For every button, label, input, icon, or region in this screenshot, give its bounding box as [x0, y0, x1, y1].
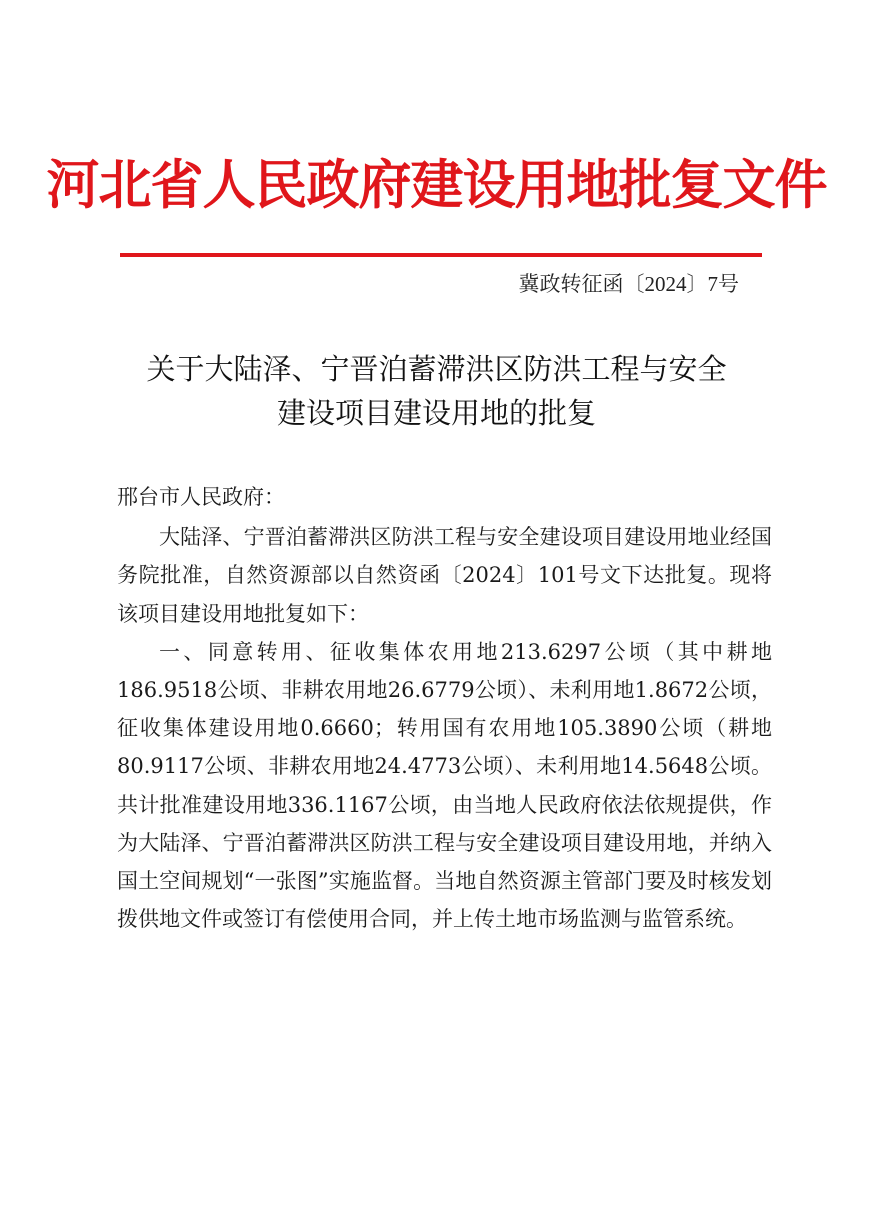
- document-body: [117, 478, 772, 938]
- salutation: 邢台市人民政府：: [117, 485, 285, 509]
- body-paragraph-2: 一、同意转用、征收集体农用地213.6297公顷（其中耕地186.9518公顷、非耕农用地26.6779公顷）、未利用地1.8672公顷，征收集体建设用地0.6660；转用国有农用地105.3890公顷（耕地80.9117公顷、非耕农用地24.4773公顷）、未利用地14.5648公顷。共计批准建设用地336.1167公顷，由当地人民政府依法依规提供，作为大陆泽、宁晋泊蓄滞洪区防洪工程与安全建设项目建设用地，并纳入国土空间规划“一张图”实施监督。当地自然资源主管部门要及时核发划拨供地文件或签订有偿使用合同，并上传土地市场监测与监管系统。: [117, 639, 772, 932]
- header-red-rule: [120, 253, 762, 257]
- document-subject: [100, 347, 773, 435]
- document-number: 冀政转征函〔2024〕7号: [518, 272, 739, 296]
- subject-line-2: 建设项目建设用地的批复: [276, 396, 596, 430]
- body-paragraph-1: 大陆泽、宁晋泊蓄滞洪区防洪工程与安全建设项目建设用地业经国务院批准，自然资源部以自然资函〔2024〕101号文下达批复。现将该项目建设用地批复如下：: [117, 525, 772, 626]
- document-header-title: 河北省人民政府建设用地批复文件: [46, 154, 827, 216]
- subject-line-1: 关于大陆泽、宁晋泊蓄滞洪区防洪工程与安全: [146, 352, 727, 386]
